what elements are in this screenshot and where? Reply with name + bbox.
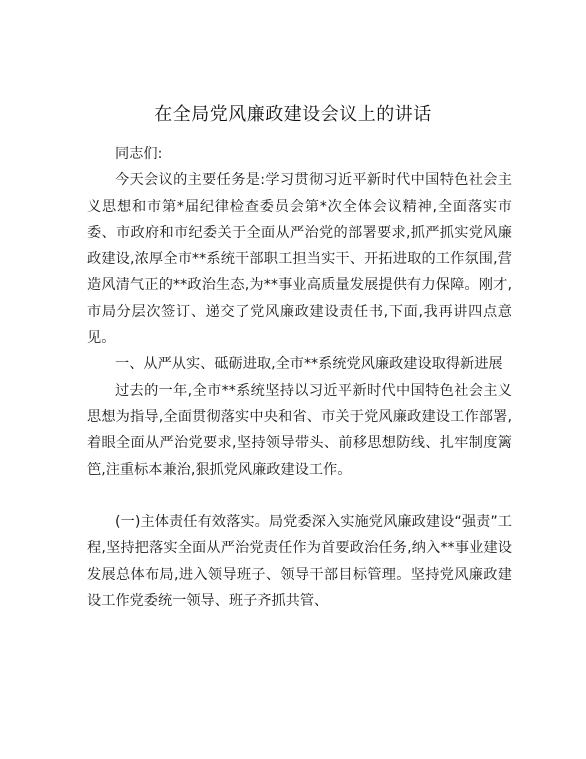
document-title: 在全局党风廉政建设会议上的讲话 <box>154 104 432 125</box>
document-body <box>87 141 512 614</box>
section-heading-one: 一、从严从实、砥砺进取,全市**系统党风廉政建设取得新进展 <box>115 356 503 373</box>
paragraph-opening: 今天会议的主要任务是:学习贯彻习近平新时代中国特色社会主义思想和市第*届纪律检查委员会第*次全体会议精神,全面落实市委、市政府和市纪委关于全面从严治党的部署要求,抓严抓实党风廉政建设,浓厚全市**系统干部职工担当实干、开拓进取的工作氛围,营造风清气正的**政治生态,为**事业高质量发展提供有力保障。刚才,市局分层次签订、递交了党风廉政建设责任书,下面,我再讲四点意见。 <box>87 172 512 347</box>
paragraph-gap <box>87 483 512 509</box>
salutation: 同志们: <box>115 146 163 162</box>
paragraph-subsection-one: (一)主体责任有效落实。局党委深入实施党风廉政建设“强责”工程,坚持把落实全面从严治党责任作为首要政治任务,纳入**事业建设发展总体布局,进入领导班子、领导干部目标管理。坚持党风廉政建设工作党委统一领导、班子齐抓共管、 <box>87 514 512 610</box>
paragraph-review: 过去的一年,全市**系统坚持以习近平新时代中国特色社会主义思想为指导,全面贯彻落实中央和省、市关于党风廉政建设工作部署,着眼全面从严治党要求,坚持领导带头、前移思想防线、扎牢制度篱笆,注重标本兼治,狠抓党风廉政建设工作。 <box>87 382 512 478</box>
